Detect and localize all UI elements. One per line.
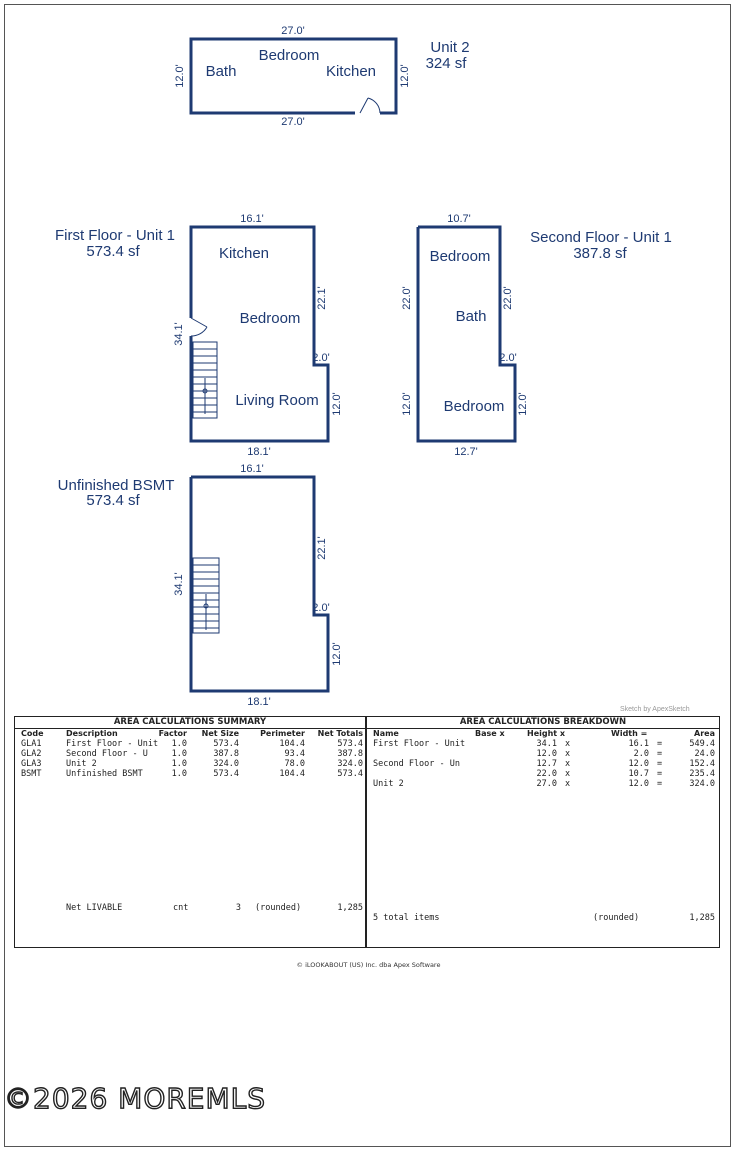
unit2-dim-top: 27.0': [281, 25, 305, 37]
room-living-room: Living Room: [235, 392, 319, 409]
breakdown-cell-width: 16.1: [628, 739, 649, 749]
room-kitchen: Kitchen: [325, 63, 377, 80]
area-summary-table: [15, 717, 367, 947]
unit2-dim-bottom: 27.0': [281, 116, 305, 128]
breakdown-cell-area: 324.0: [689, 779, 715, 789]
ff-title: First Floor - Unit 1: [54, 227, 176, 244]
total-items: 5 total items: [373, 913, 440, 923]
summary-cell-net-totals: 573.4: [337, 769, 363, 779]
unit2-plan: [174, 25, 470, 128]
room-bath: Bath: [455, 308, 487, 325]
door-icon: [360, 98, 380, 113]
breakdown-cell-eq: =: [657, 739, 663, 749]
breakdown-cell-x: x: [565, 769, 571, 779]
summary-cell-perimeter: 93.4: [284, 749, 305, 759]
unit2-dim-right: 12.0': [399, 64, 411, 88]
summary-cell-description: Unit 2: [66, 759, 97, 769]
breakdown-cell-height: 22.0: [536, 769, 557, 779]
bsmt-dim-right-upper: 22.1': [316, 536, 328, 560]
bsmt-dim-top: 16.1': [240, 463, 264, 475]
first-floor-plan: [55, 213, 343, 458]
net-livable-label: Net LIVABLE: [66, 903, 123, 913]
breakdown-row: [367, 769, 719, 779]
sf-title: Second Floor - Unit 1: [530, 229, 672, 246]
col-perimeter: Perimeter: [260, 729, 305, 738]
room-bath: Bath: [205, 63, 237, 80]
sf-dim-step: 2.0': [499, 352, 517, 364]
summary-cell-description: Unfinished BSMT: [66, 769, 143, 779]
summary-cell-description: First Floor - Unit: [66, 739, 159, 749]
breakdown-cell-width: 12.0: [628, 759, 649, 769]
summary-cell-perimeter: 78.0: [284, 759, 305, 769]
summary-cell-factor: 1.0: [171, 769, 187, 779]
summary-cell-code: BSMT: [21, 769, 42, 779]
breakdown-row: [367, 749, 719, 759]
summary-footer: [15, 903, 365, 913]
summary-cell-net-size: 387.8: [213, 749, 239, 759]
sf-dim-left-lower: 12.0': [401, 392, 413, 416]
summary-cell-net-size: 324.0: [213, 759, 239, 769]
unit2-title: Unit 2: [430, 39, 470, 56]
ff-dim-bottom: 18.1': [247, 446, 271, 458]
col-description: Description: [66, 729, 118, 738]
breakdown-cell-eq: =: [657, 769, 663, 779]
summary-row: [15, 749, 365, 759]
stairs-icon: [193, 342, 217, 418]
col-net-size: Net Size: [201, 729, 239, 738]
breakdown-cell-area: 24.0: [694, 749, 715, 759]
summary-cell-factor: 1.0: [171, 749, 187, 759]
col-width: Width =: [611, 729, 648, 738]
breakdown-cell-x: x: [565, 739, 571, 749]
summary-row: [15, 769, 365, 779]
summary-cell-net-totals: 573.4: [337, 739, 363, 749]
breakdown-total: 1,285: [689, 913, 715, 923]
col-name: Name: [373, 729, 399, 738]
breakdown-cell-eq: =: [657, 749, 663, 759]
breakdown-cell-height: 12.7: [536, 759, 557, 769]
col-code: Code: [21, 729, 44, 738]
mls-watermark: ©2026 MOREMLS: [4, 1082, 267, 1115]
summary-cell-net-size: 573.4: [213, 769, 239, 779]
room-bedroom: Bedroom: [429, 248, 491, 265]
ff-dim-top: 16.1': [240, 213, 264, 225]
breakdown-cell-name: Unit 2: [373, 779, 404, 789]
summary-cell-net-totals: 324.0: [337, 759, 363, 769]
sf-dim-left-upper: 22.0': [401, 286, 413, 310]
breakdown-cell-width: 12.0: [628, 779, 649, 789]
summary-cell-factor: 1.0: [171, 739, 187, 749]
breakdown-cell-eq: =: [657, 759, 663, 769]
summary-cell-code: GLA1: [21, 739, 42, 749]
sf-area: 387.8 sf: [573, 245, 627, 262]
summary-cell-code: GLA3: [21, 759, 42, 769]
summary-cell-perimeter: 104.4: [279, 739, 305, 749]
sf-dim-right-upper: 22.0': [502, 286, 514, 310]
summary-row: [15, 739, 365, 749]
breakdown-cell-x: x: [565, 779, 571, 789]
ff-dim-left: 34.1': [173, 322, 185, 346]
breakdown-cell-width: 2.0: [633, 749, 649, 759]
summary-cell-code: GLA2: [21, 749, 42, 759]
copyright-notice: © iLOOKABOUT (US) Inc. dba Apex Software: [296, 961, 441, 969]
summary-row: [15, 759, 365, 769]
unit2-dim-left: 12.0': [174, 64, 186, 88]
ff-dim-right-lower: 12.0': [331, 392, 343, 416]
door-icon: [191, 318, 207, 336]
room-bedroom: Bedroom: [239, 310, 301, 327]
net-livable-unit: cnt: [173, 903, 189, 913]
col-height: Height x: [527, 729, 566, 738]
breakdown-row: [367, 779, 719, 789]
summary-header-row: [15, 729, 365, 739]
breakdown-row: [367, 739, 719, 749]
breakdown-title: AREA CALCULATIONS BREAKDOWN: [367, 717, 719, 729]
bsmt-title: Unfinished BSMT: [57, 477, 175, 494]
breakdown-cell-area: 152.4: [689, 759, 715, 769]
bsmt-dim-bottom: 18.1': [247, 696, 271, 708]
unit2-area: 324 sf: [425, 55, 467, 72]
breakdown-cell-height: 27.0: [536, 779, 557, 789]
sf-dim-top: 10.7': [447, 213, 471, 225]
bsmt-dim-left: 34.1': [173, 572, 185, 596]
room-bedroom: Bedroom: [443, 398, 505, 415]
breakdown-footer: [367, 913, 719, 923]
summary-cell-net-totals: 387.8: [337, 749, 363, 759]
summary-title: AREA CALCULATIONS SUMMARY: [15, 717, 365, 729]
summary-cell-net-size: 573.4: [213, 739, 239, 749]
ff-dim-right-upper: 22.1': [316, 286, 328, 310]
breakdown-cell-height: 12.0: [536, 749, 557, 759]
sf-dim-bottom: 12.7': [454, 446, 478, 458]
breakdown-cell-area: 235.4: [689, 769, 715, 779]
room-bedroom: Bedroom: [258, 47, 320, 64]
breakdown-cell-height: 34.1: [536, 739, 557, 749]
second-floor-plan: [401, 213, 672, 458]
bsmt-dim-right-lower: 12.0': [331, 642, 343, 666]
ff-area: 573.4 sf: [86, 243, 140, 260]
net-livable-count: 3: [235, 903, 241, 913]
summary-cell-factor: 1.0: [171, 759, 187, 769]
breakdown-cell-width: 10.7: [628, 769, 649, 779]
net-livable-rounded: (rounded): [255, 903, 302, 913]
stairs-icon: [193, 558, 219, 633]
col-base: Base x: [475, 729, 505, 738]
sf-dim-right-lower: 12.0': [517, 392, 529, 416]
summary-cell-description: Second Floor - U: [66, 749, 148, 759]
area-breakdown-table: [367, 717, 719, 947]
ff-dim-step: 2.0': [312, 352, 330, 364]
col-net-totals: Net Totals: [317, 729, 363, 738]
net-livable-total: 1,285: [337, 903, 363, 913]
bsmt-area: 573.4 sf: [86, 492, 140, 509]
breakdown-cell-eq: =: [657, 779, 663, 789]
breakdown-rounded: (rounded): [593, 913, 640, 923]
breakdown-header-row: [367, 729, 719, 739]
col-factor: Factor: [158, 729, 187, 738]
bsmt-dim-step: 2.0': [312, 602, 330, 614]
breakdown-row: [367, 759, 719, 769]
basement-plan: [58, 463, 343, 708]
summary-cell-perimeter: 104.4: [279, 769, 305, 779]
breakdown-cell-name: First Floor - Unit: [373, 739, 466, 749]
breakdown-cell-x: x: [565, 749, 571, 759]
sketch-credit: Sketch by ApexSketch: [620, 706, 690, 713]
col-area: Area: [694, 729, 715, 738]
breakdown-cell-x: x: [565, 759, 571, 769]
breakdown-cell-area: 549.4: [689, 739, 715, 749]
area-calculations: [14, 716, 720, 948]
room-kitchen: Kitchen: [218, 245, 270, 262]
breakdown-cell-name: Second Floor - Un: [373, 759, 460, 769]
